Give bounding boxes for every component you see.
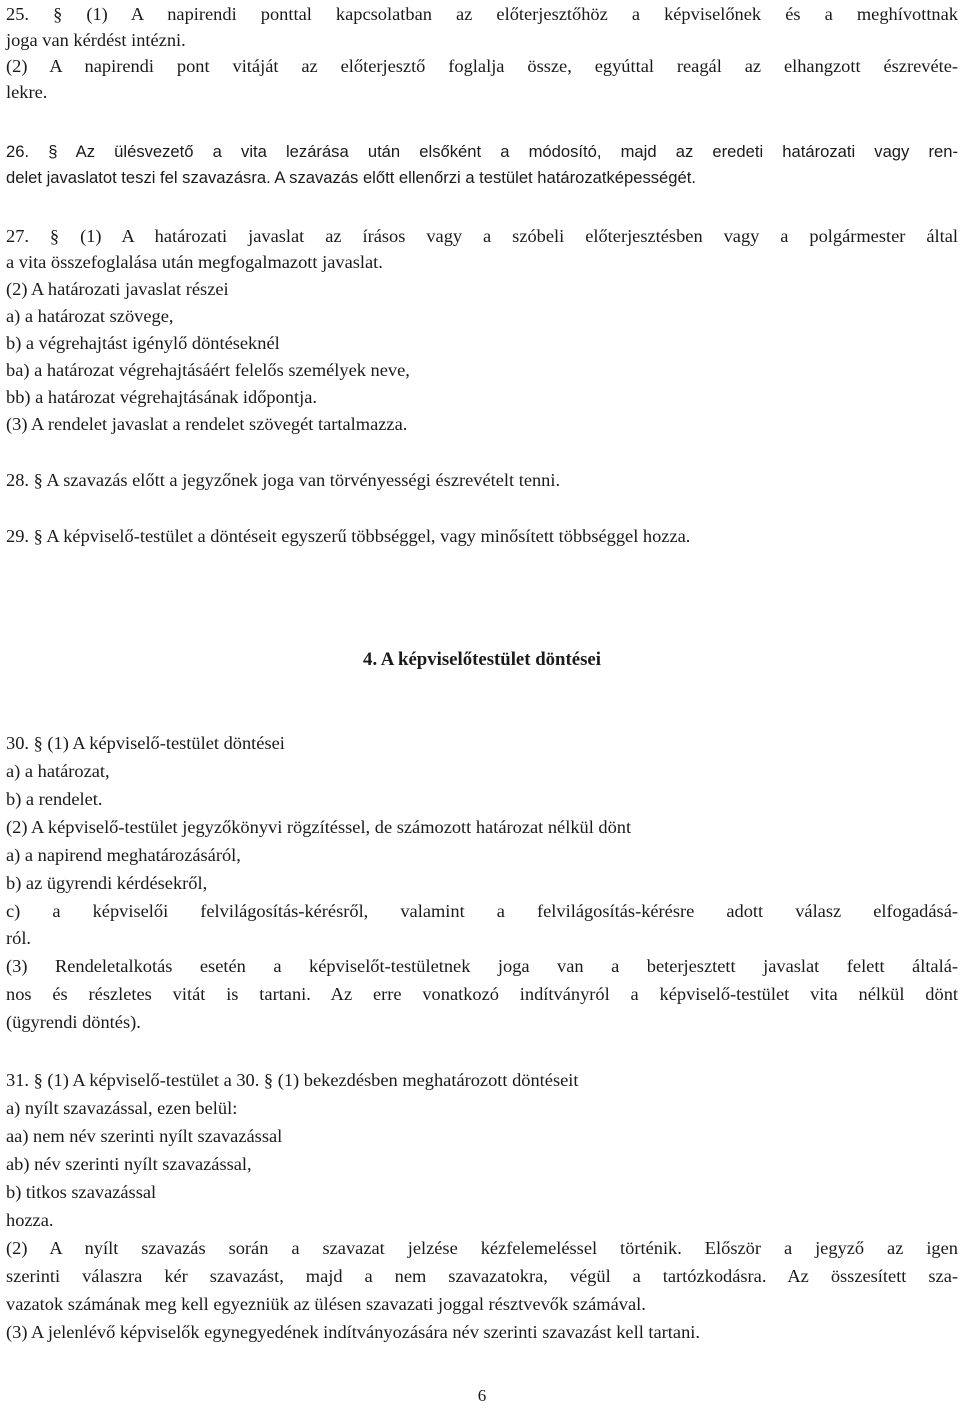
section-27-line-7: bb) a határozat végrehajtásának időpontja. [6,387,317,407]
section-25-line-2: joga van kérdést intézni. [6,30,186,50]
section-27-line-5: b) a végrehajtást igénylő döntéseknél [6,333,280,353]
section-27-line-8: (3) A rendelet javaslat a rendelet szövegét tartalmazza. [6,414,408,434]
section-27-line-4: a) a határozat szövege, [6,306,174,326]
section-28-line-1: 28. § A szavazás előtt a jegyzőnek joga van törvényességi észrevételt tenni. [6,470,561,490]
section-31-line-3: aa) nem név szerinti nyílt szavazással [6,1126,283,1146]
section-30-line-4: (2) A képviselő-testület jegyzőkönyvi rögzítéssel, de számozott határozat nélkül dönt [6,817,632,837]
section-30-line-10: nos és részletes vitát is tartani. Az erre vonatkozó indítványról a képviselő-testület vita nélkül dönt [6,984,958,1004]
section-31-line-8: szerinti válaszra kér szavazást, majd a nem szavazatokra, végül a tartózkodásra. Az összesített sza- [6,1266,958,1286]
section-30-line-5: a) a napirend meghatározásáról, [6,845,241,865]
section-31-line-1: 31. § (1) A képviselő-testület a 30. § (1) bekezdésben meghatározott döntéseit [6,1070,579,1090]
section-31-line-10: (3) A jelenlévő képviselők egynegyedének indítványozására név szerinti szavazást kell tartani. [6,1322,700,1342]
section-31-line-7: (2) A nyílt szavazás során a szavazat jelzése kézfelemeléssel történik. Először a jegyző az igen [6,1238,958,1258]
section-30-line-8: ról. [6,928,32,948]
section-25-line-1: 25. § (1) A napirendi ponttal kapcsolatban az előterjesztőhöz a képviselőnek és a meghívottnak [6,4,958,24]
section-27-line-6: ba) a határozat végrehajtásáért felelős személyek neve, [6,360,410,380]
section-31-line-4: ab) név szerinti nyílt szavazással, [6,1154,252,1174]
section-26-line-1: 26. § Az ülésvezető a vita lezárása után elsőként a módosító, majd az eredeti határozati vagy ren- [6,142,958,161]
section-31-line-9: vazatok számának meg kell egyezniük az ülésen szavazati joggal résztvevők számával. [6,1294,646,1314]
section-27-line-1: 27. § (1) A határozati javaslat az írásos vagy a szóbeli előterjesztésben vagy a polgármester által [6,226,958,246]
section-30-line-3: b) a rendelet. [6,789,103,809]
section-26-line-2: delet javaslatot teszi fel szavazásra. A szavazás előtt ellenőrzi a testület határozatképességét. [6,168,696,187]
section-31-line-2: a) nyílt szavazással, ezen belül: [6,1098,238,1118]
section-31-line-6: hozza. [6,1210,54,1230]
chapter-heading: 4. A képviselőtestület döntései [363,649,601,670]
section-30-line-11: (ügyrendi döntés). [6,1012,141,1032]
section-25-line-4: lekre. [6,82,48,102]
section-27-line-3: (2) A határozati javaslat részei [6,279,229,299]
page-number: 6 [477,1386,487,1405]
section-27-line-2: a vita összefoglalása után megfogalmazott javaslat. [6,252,383,272]
section-31-line-5: b) titkos szavazással [6,1182,157,1202]
section-30-line-2: a) a határozat, [6,761,110,781]
section-29-line-1: 29. § A képviselő-testület a döntéseit egyszerű többséggel, vagy minősített többséggel hozza. [6,526,691,546]
section-25-line-3: (2) A napirendi pont vitáját az előterjesztő foglalja össze, egyúttal reagál az elhangzott észrevéte- [6,56,958,76]
section-30-line-7: c) a képviselői felvilágosítás-kérésről, valamint a felvilágosítás-kérésre adott válasz elfogadásá- [6,901,958,921]
section-30-line-6: b) az ügyrendi kérdésekről, [6,873,208,893]
section-30-line-1: 30. § (1) A képviselő-testület döntései [6,733,285,753]
section-30-line-9: (3) Rendeletalkotás esetén a képviselőt-testületnek joga van a beterjesztett javaslat felett általá- [6,956,958,976]
